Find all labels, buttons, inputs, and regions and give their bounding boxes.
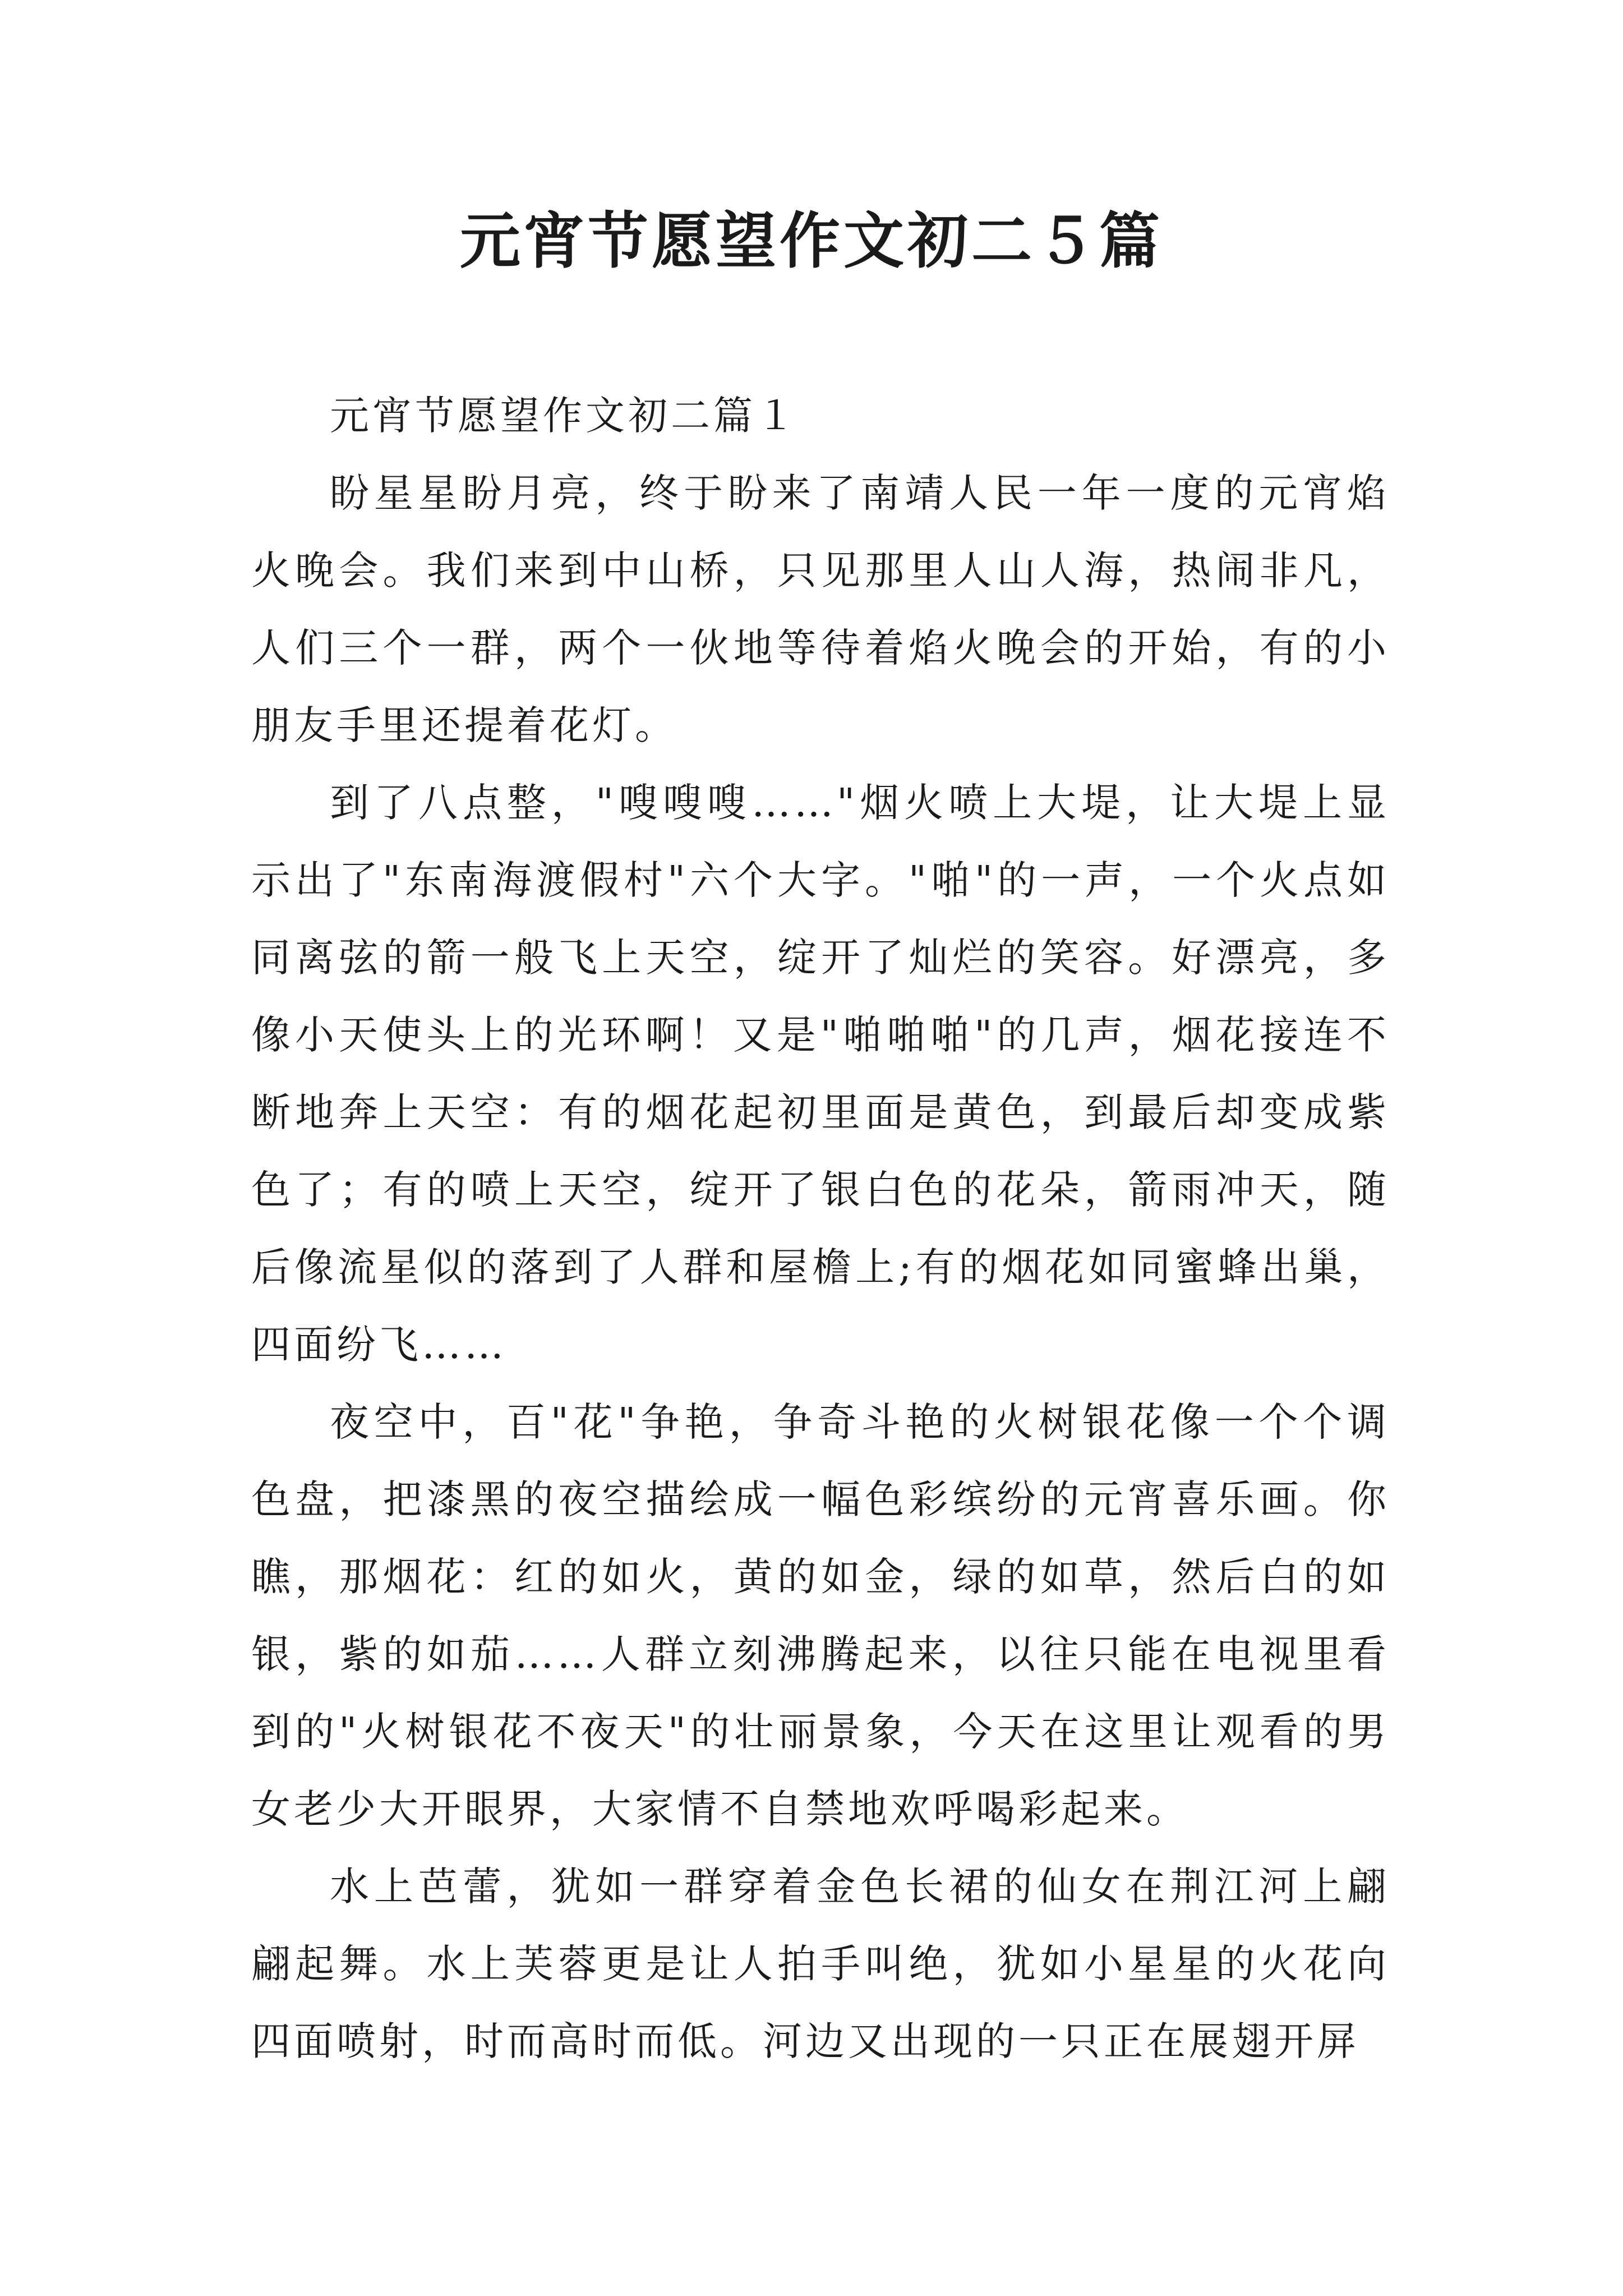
paragraph-2: 到了八点整，"嗖嗖嗖……"烟火喷上大堤，让大堤上显示出了"东南海渡假村"六个大字。"啪"的一声，一个火点如同离弦的箭一般飞上天空，绽开了灿烂的笑容。好漂亮，多像小天使头上的光环啊！又是"啪啪啪"的几声，烟花接连不断地奔上天空：有的烟花起初里面是黄色，到最后却变成紫色了；有的喷上天空，绽开了银白色的花朵，箭雨冲天，随后像流星似的落到了人群和屋檐上;有的烟花如同蜜蜂出巢，四面纷飞…… — [251, 780, 1390, 1368]
document-title: 元宵节愿望作文初二５篇 — [459, 206, 1163, 277]
section-heading: 元宵节愿望作文初二篇１ — [330, 393, 799, 439]
paragraph-3: 夜空中，百"花"争艳，争奇斗艳的火树银花像一个个调色盘，把漆黑的夜空描绘成一幅色彩缤纷的元宵喜乐画。你瞧，那烟花：红的如火，黄的如金，绿的如草，然后白的如银，紫的如茄……人群立刻沸腾起来，以往只能在电视里看到的"火树银花不夜天"的壮丽景象，今天在这里让观看的男女老少大开眼界，大家情不自禁地欢呼喝彩起来。 — [251, 1399, 1390, 1832]
document-body — [251, 377, 1390, 2080]
paragraph-1: 盼星星盼月亮，终于盼来了南靖人民一年一度的元宵焰火晚会。我们来到中山桥，只见那里人山人海，热闹非凡，人们三个一群，两个一伙地等待着焰火晚会的开始，有的小朋友手里还提着花灯。 — [251, 470, 1390, 748]
paragraph-4: 水上芭蕾，犹如一群穿着金色长裙的仙女在荆江河上翩翩起舞。水上芙蓉更是让人拍手叫绝，犹如小星星的火花向四面喷射，时而高时而低。河边又出现的一只正在展翅开屏 — [251, 1864, 1390, 2064]
